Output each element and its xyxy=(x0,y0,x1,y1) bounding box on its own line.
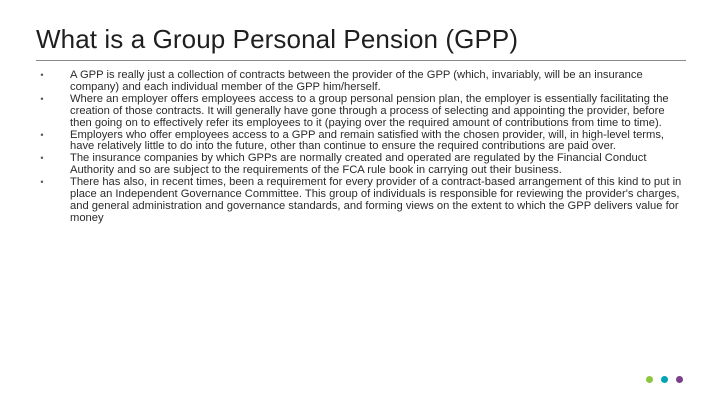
slide-title: What is a Group Personal Pension (GPP) xyxy=(36,24,519,54)
bullet-text: A GPP is really just a collection of contracts between the provider of the GPP (which, invariably, will be an insurance company) and each individual member of the GPP him/herself. xyxy=(70,69,643,93)
bullet-icon: • xyxy=(40,177,44,188)
bullet-icon: • xyxy=(40,153,44,164)
bullet-list xyxy=(36,70,684,225)
bullet-item xyxy=(36,94,684,130)
bullet-item xyxy=(36,70,684,94)
bullet-icon: • xyxy=(40,93,44,104)
accent-dots xyxy=(646,376,683,386)
purple-dot-icon xyxy=(676,376,683,383)
bullet-icon: • xyxy=(40,129,44,140)
bullet-text: Where an employer offers employees access to a group personal pension plan, the employer is essentially facilitating the creation of those contracts. It will generally have gone through a process of selecting and appointing the provider, before then going on to effectively refer its employees to it (paying over the required amount of contributions from time to time). xyxy=(70,92,669,129)
green-dot-icon xyxy=(646,376,653,383)
bullet-item xyxy=(36,153,684,177)
bullet-text: The insurance companies by which GPPs are normally created and operated are regulated by the Financial Conduct Authority and so are subject to the requirements of the FCA rule book in carrying out their business. xyxy=(70,152,647,177)
bullet-icon: • xyxy=(40,70,44,80)
teal-dot-icon xyxy=(661,376,668,383)
bullet-item xyxy=(36,177,684,225)
bullet-item xyxy=(36,130,684,154)
bullet-text: There has also, in recent times, been a requirement for every provider of a contract-based arrangement of this kind to put in place an Independent Governance Committee. This group of individuals is responsible for reviewing the provider's charges, and general administration and governance standards, and forming views on the extent to which the GPP delivers value for money xyxy=(70,176,682,224)
bullet-text: Employers who offer employees access to a GPP and remain satisfied with the chosen provider, will, in high-level terms, have relatively little to do into the future, other than continue to ensure the required contributions are paid over. xyxy=(70,128,665,153)
title-divider xyxy=(36,60,686,61)
